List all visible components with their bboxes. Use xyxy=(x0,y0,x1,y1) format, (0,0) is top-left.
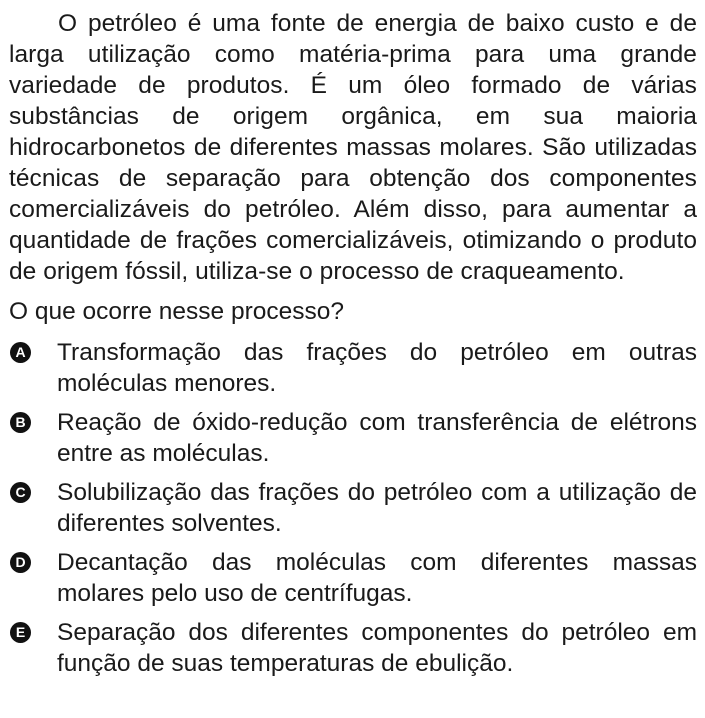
option-letter-badge: C xyxy=(10,482,31,503)
option-letter-badge: D xyxy=(10,552,31,573)
option-text: Decantação das moléculas com diferentes massas molares pelo uso de centrífugas. xyxy=(57,549,697,607)
option-c[interactable] xyxy=(9,477,697,539)
option-letter-badge: E xyxy=(10,622,31,643)
option-text: Solubilização das frações do petróleo com a utilização de diferentes solventes. xyxy=(57,479,697,537)
option-e[interactable] xyxy=(9,617,697,679)
option-text: Reação de óxido-redução com transferência de elétrons entre as moléculas. xyxy=(57,409,697,467)
question-prompt: O que ocorre nesse processo? xyxy=(9,298,345,325)
passage-text: O petróleo é uma fonte de energia de baixo custo e de larga utilização como matéria-prima para uma grande variedade de produtos. É um óleo formado de várias substâncias de origem orgânica, em sua maioria hidrocarbonetos de diferentes massas molares. São utilizadas técnicas de separação para obtenção dos componentes comercializáveis do petróleo. Além disso, para aumentar a quantidade de frações comercializáveis, otimizando o produto de origem fóssil, utiliza-se o processo de craqueamento. xyxy=(9,10,697,285)
option-letter-badge: A xyxy=(10,342,31,363)
option-d[interactable] xyxy=(9,547,697,609)
option-text: Separação dos diferentes componentes do petróleo em função de suas temperaturas de ebulição. xyxy=(57,619,697,677)
option-text: Transformação das frações do petróleo em outras moléculas menores. xyxy=(57,339,697,397)
option-a[interactable] xyxy=(9,337,697,399)
option-b[interactable] xyxy=(9,407,697,469)
option-letter-badge: B xyxy=(10,412,31,433)
answer-options xyxy=(9,337,697,679)
